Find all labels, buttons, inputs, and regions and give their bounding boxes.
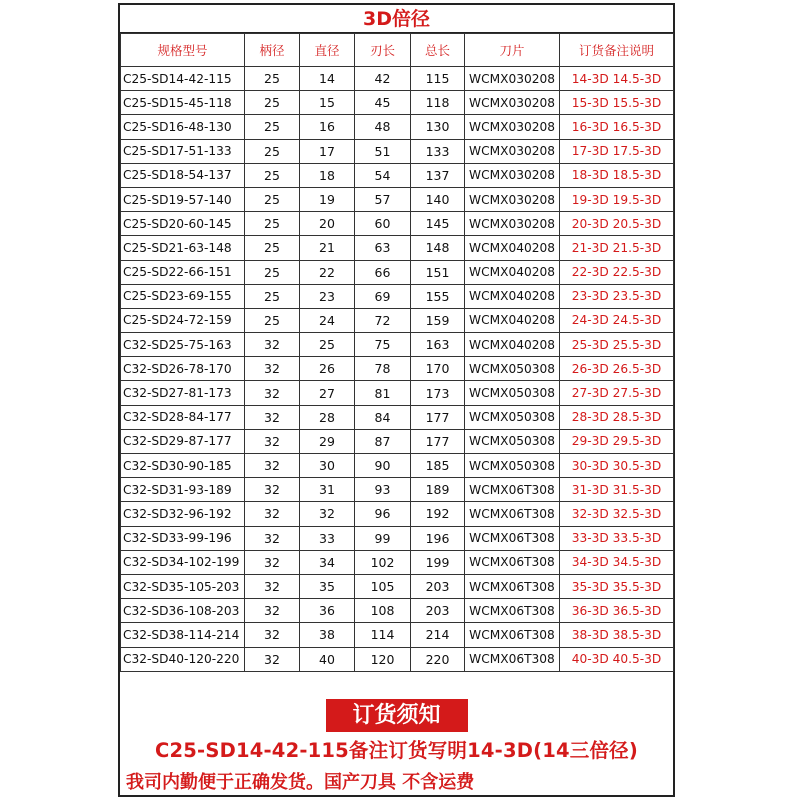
cell-model: C25-SD22-66-151 xyxy=(121,260,245,284)
header-diameter: 直径 xyxy=(300,34,355,67)
table-row xyxy=(121,526,674,550)
cell-cutting-length: 69 xyxy=(355,284,411,308)
cell-total-length: 170 xyxy=(411,357,465,381)
cell-order-note: 25-3D 25.5-3D xyxy=(560,333,674,357)
cell-model: C32-SD40-120-220 xyxy=(121,647,245,671)
cell-shank-diameter: 25 xyxy=(245,284,300,308)
cell-cutting-length: 120 xyxy=(355,647,411,671)
table-row xyxy=(121,647,674,671)
cell-order-note: 23-3D 23.5-3D xyxy=(560,284,674,308)
cell-shank-diameter: 32 xyxy=(245,478,300,502)
cell-total-length: 185 xyxy=(411,454,465,478)
cell-insert: WCMX040208 xyxy=(465,260,560,284)
cell-cutting-length: 75 xyxy=(355,333,411,357)
cell-cutting-length: 108 xyxy=(355,599,411,623)
table-body xyxy=(121,67,674,672)
cell-model: C25-SD24-72-159 xyxy=(121,308,245,332)
cell-shank-diameter: 25 xyxy=(245,212,300,236)
header-order-note: 订货备注说明 xyxy=(560,34,674,67)
table-row xyxy=(121,574,674,598)
table-row xyxy=(121,623,674,647)
cell-model: C32-SD30-90-185 xyxy=(121,454,245,478)
cell-model: C32-SD31-93-189 xyxy=(121,478,245,502)
cell-total-length: 177 xyxy=(411,429,465,453)
cell-total-length: 163 xyxy=(411,333,465,357)
cell-shank-diameter: 32 xyxy=(245,623,300,647)
cell-shank-diameter: 32 xyxy=(245,502,300,526)
cell-insert: WCMX030208 xyxy=(465,163,560,187)
cell-diameter: 16 xyxy=(300,115,355,139)
cell-order-note: 27-3D 27.5-3D xyxy=(560,381,674,405)
cell-model: C25-SD21-63-148 xyxy=(121,236,245,260)
cell-insert: WCMX030208 xyxy=(465,139,560,163)
cell-order-note: 35-3D 35.5-3D xyxy=(560,574,674,598)
cell-total-length: 196 xyxy=(411,526,465,550)
cell-insert: WCMX06T308 xyxy=(465,478,560,502)
cell-diameter: 19 xyxy=(300,187,355,211)
cell-total-length: 140 xyxy=(411,187,465,211)
table-row xyxy=(121,308,674,332)
cell-model: C25-SD15-45-118 xyxy=(121,91,245,115)
cell-insert: WCMX050308 xyxy=(465,429,560,453)
cell-diameter: 40 xyxy=(300,647,355,671)
cell-total-length: 220 xyxy=(411,647,465,671)
cell-order-note: 16-3D 16.5-3D xyxy=(560,115,674,139)
cell-total-length: 137 xyxy=(411,163,465,187)
cell-model: C25-SD16-48-130 xyxy=(121,115,245,139)
cell-total-length: 177 xyxy=(411,405,465,429)
table-row xyxy=(121,260,674,284)
cell-order-note: 19-3D 19.5-3D xyxy=(560,187,674,211)
cell-diameter: 35 xyxy=(300,574,355,598)
header-row xyxy=(121,34,674,67)
cell-diameter: 38 xyxy=(300,623,355,647)
cell-cutting-length: 66 xyxy=(355,260,411,284)
cell-insert: WCMX06T308 xyxy=(465,623,560,647)
table-row xyxy=(121,284,674,308)
cell-cutting-length: 48 xyxy=(355,115,411,139)
cell-total-length: 155 xyxy=(411,284,465,308)
table-row xyxy=(121,454,674,478)
cell-shank-diameter: 32 xyxy=(245,454,300,478)
cell-order-note: 26-3D 26.5-3D xyxy=(560,357,674,381)
cell-order-note: 17-3D 17.5-3D xyxy=(560,139,674,163)
cell-diameter: 33 xyxy=(300,526,355,550)
cell-shank-diameter: 32 xyxy=(245,357,300,381)
cell-model: C32-SD36-108-203 xyxy=(121,599,245,623)
spec-sheet xyxy=(118,3,675,797)
cell-diameter: 14 xyxy=(300,67,355,91)
cell-diameter: 20 xyxy=(300,212,355,236)
table-row xyxy=(121,550,674,574)
cell-shank-diameter: 32 xyxy=(245,550,300,574)
table-row xyxy=(121,236,674,260)
cell-order-note: 31-3D 31.5-3D xyxy=(560,478,674,502)
cell-diameter: 25 xyxy=(300,333,355,357)
table-row xyxy=(121,502,674,526)
cell-total-length: 189 xyxy=(411,478,465,502)
cell-diameter: 21 xyxy=(300,236,355,260)
cell-total-length: 192 xyxy=(411,502,465,526)
table-row xyxy=(121,478,674,502)
spec-table xyxy=(120,33,674,672)
notice-disclaimer: 我司内勤便于正确发货。国产刀具 不含运费 xyxy=(126,772,475,793)
cell-diameter: 15 xyxy=(300,91,355,115)
cell-shank-diameter: 25 xyxy=(245,139,300,163)
cell-total-length: 159 xyxy=(411,308,465,332)
cell-diameter: 30 xyxy=(300,454,355,478)
cell-model: C32-SD26-78-170 xyxy=(121,357,245,381)
cell-diameter: 28 xyxy=(300,405,355,429)
cell-order-note: 18-3D 18.5-3D xyxy=(560,163,674,187)
cell-total-length: 151 xyxy=(411,260,465,284)
cell-shank-diameter: 25 xyxy=(245,115,300,139)
cell-cutting-length: 78 xyxy=(355,357,411,381)
cell-total-length: 145 xyxy=(411,212,465,236)
cell-model: C32-SD38-114-214 xyxy=(121,623,245,647)
cell-insert: WCMX030208 xyxy=(465,187,560,211)
table-row xyxy=(121,91,674,115)
cell-cutting-length: 72 xyxy=(355,308,411,332)
cell-cutting-length: 54 xyxy=(355,163,411,187)
cell-insert: WCMX050308 xyxy=(465,405,560,429)
cell-cutting-length: 90 xyxy=(355,454,411,478)
cell-diameter: 17 xyxy=(300,139,355,163)
cell-total-length: 203 xyxy=(411,574,465,598)
header-total-length: 总长 xyxy=(411,34,465,67)
cell-order-note: 38-3D 38.5-3D xyxy=(560,623,674,647)
cell-insert: WCMX030208 xyxy=(465,67,560,91)
cell-shank-diameter: 25 xyxy=(245,91,300,115)
cell-insert: WCMX040208 xyxy=(465,333,560,357)
cell-diameter: 36 xyxy=(300,599,355,623)
cell-shank-diameter: 32 xyxy=(245,526,300,550)
cell-insert: WCMX06T308 xyxy=(465,574,560,598)
cell-order-note: 20-3D 20.5-3D xyxy=(560,212,674,236)
cell-shank-diameter: 32 xyxy=(245,574,300,598)
cell-diameter: 29 xyxy=(300,429,355,453)
table-row xyxy=(121,187,674,211)
cell-insert: WCMX030208 xyxy=(465,91,560,115)
cell-diameter: 24 xyxy=(300,308,355,332)
cell-model: C32-SD25-75-163 xyxy=(121,333,245,357)
cell-model: C32-SD35-105-203 xyxy=(121,574,245,598)
cell-insert: WCMX040208 xyxy=(465,308,560,332)
cell-model: C25-SD23-69-155 xyxy=(121,284,245,308)
cell-order-note: 24-3D 24.5-3D xyxy=(560,308,674,332)
table-row xyxy=(121,333,674,357)
cell-model: C32-SD28-84-177 xyxy=(121,405,245,429)
table-row xyxy=(121,429,674,453)
cell-total-length: 148 xyxy=(411,236,465,260)
cell-model: C32-SD34-102-199 xyxy=(121,550,245,574)
cell-total-length: 118 xyxy=(411,91,465,115)
table-row xyxy=(121,163,674,187)
cell-shank-diameter: 32 xyxy=(245,599,300,623)
cell-cutting-length: 99 xyxy=(355,526,411,550)
table-row xyxy=(121,115,674,139)
cell-insert: WCMX040208 xyxy=(465,284,560,308)
cell-model: C25-SD18-54-137 xyxy=(121,163,245,187)
cell-order-note: 14-3D 14.5-3D xyxy=(560,67,674,91)
cell-diameter: 18 xyxy=(300,163,355,187)
notice-title: 订货须知 xyxy=(326,699,468,732)
table-row xyxy=(121,67,674,91)
cell-order-note: 34-3D 34.5-3D xyxy=(560,550,674,574)
cell-total-length: 130 xyxy=(411,115,465,139)
cell-total-length: 214 xyxy=(411,623,465,647)
cell-shank-diameter: 25 xyxy=(245,67,300,91)
cell-order-note: 15-3D 15.5-3D xyxy=(560,91,674,115)
cell-order-note: 40-3D 40.5-3D xyxy=(560,647,674,671)
cell-order-note: 30-3D 30.5-3D xyxy=(560,454,674,478)
cell-diameter: 27 xyxy=(300,381,355,405)
cell-insert: WCMX050308 xyxy=(465,357,560,381)
cell-model: C32-SD33-99-196 xyxy=(121,526,245,550)
cell-insert: WCMX050308 xyxy=(465,454,560,478)
cell-model: C32-SD27-81-173 xyxy=(121,381,245,405)
cell-model: C25-SD19-57-140 xyxy=(121,187,245,211)
cell-diameter: 31 xyxy=(300,478,355,502)
cell-order-note: 36-3D 36.5-3D xyxy=(560,599,674,623)
cell-insert: WCMX06T308 xyxy=(465,647,560,671)
cell-order-note: 33-3D 33.5-3D xyxy=(560,526,674,550)
cell-cutting-length: 81 xyxy=(355,381,411,405)
cell-shank-diameter: 25 xyxy=(245,308,300,332)
cell-insert: WCMX030208 xyxy=(465,212,560,236)
header-model: 规格型号 xyxy=(121,34,245,67)
cell-diameter: 32 xyxy=(300,502,355,526)
cell-cutting-length: 84 xyxy=(355,405,411,429)
cell-insert: WCMX06T308 xyxy=(465,550,560,574)
cell-order-note: 28-3D 28.5-3D xyxy=(560,405,674,429)
table-row xyxy=(121,381,674,405)
order-notice xyxy=(120,695,673,794)
cell-model: C25-SD20-60-145 xyxy=(121,212,245,236)
cell-total-length: 173 xyxy=(411,381,465,405)
cell-order-note: 32-3D 32.5-3D xyxy=(560,502,674,526)
cell-shank-diameter: 32 xyxy=(245,405,300,429)
cell-shank-diameter: 25 xyxy=(245,260,300,284)
cell-shank-diameter: 32 xyxy=(245,647,300,671)
cell-diameter: 34 xyxy=(300,550,355,574)
cell-cutting-length: 96 xyxy=(355,502,411,526)
cell-cutting-length: 102 xyxy=(355,550,411,574)
cell-cutting-length: 51 xyxy=(355,139,411,163)
table-row xyxy=(121,405,674,429)
cell-diameter: 22 xyxy=(300,260,355,284)
table-row xyxy=(121,357,674,381)
cell-shank-diameter: 25 xyxy=(245,236,300,260)
cell-total-length: 115 xyxy=(411,67,465,91)
header-insert: 刀片 xyxy=(465,34,560,67)
header-cutting-length: 刃长 xyxy=(355,34,411,67)
cell-shank-diameter: 32 xyxy=(245,381,300,405)
cell-cutting-length: 57 xyxy=(355,187,411,211)
cell-shank-diameter: 32 xyxy=(245,333,300,357)
cell-cutting-length: 42 xyxy=(355,67,411,91)
cell-cutting-length: 105 xyxy=(355,574,411,598)
cell-shank-diameter: 32 xyxy=(245,429,300,453)
cell-cutting-length: 114 xyxy=(355,623,411,647)
cell-cutting-length: 63 xyxy=(355,236,411,260)
cell-total-length: 133 xyxy=(411,139,465,163)
cell-cutting-length: 93 xyxy=(355,478,411,502)
cell-insert: WCMX030208 xyxy=(465,115,560,139)
sheet-title: 3D倍径 xyxy=(120,5,673,33)
table-row xyxy=(121,139,674,163)
cell-insert: WCMX06T308 xyxy=(465,502,560,526)
notice-example: C25-SD14-42-115备注订货写明14-3D(14三倍径) xyxy=(155,739,638,762)
cell-diameter: 23 xyxy=(300,284,355,308)
cell-cutting-length: 45 xyxy=(355,91,411,115)
cell-model: C25-SD17-51-133 xyxy=(121,139,245,163)
cell-total-length: 203 xyxy=(411,599,465,623)
cell-insert: WCMX050308 xyxy=(465,381,560,405)
cell-order-note: 22-3D 22.5-3D xyxy=(560,260,674,284)
cell-shank-diameter: 25 xyxy=(245,163,300,187)
cell-model: C25-SD14-42-115 xyxy=(121,67,245,91)
cell-order-note: 29-3D 29.5-3D xyxy=(560,429,674,453)
cell-model: C32-SD29-87-177 xyxy=(121,429,245,453)
cell-insert: WCMX06T308 xyxy=(465,599,560,623)
cell-total-length: 199 xyxy=(411,550,465,574)
cell-model: C32-SD32-96-192 xyxy=(121,502,245,526)
header-shank-diameter: 柄径 xyxy=(245,34,300,67)
cell-insert: WCMX040208 xyxy=(465,236,560,260)
cell-cutting-length: 60 xyxy=(355,212,411,236)
table-row xyxy=(121,599,674,623)
cell-insert: WCMX06T308 xyxy=(465,526,560,550)
table-row xyxy=(121,212,674,236)
cell-order-note: 21-3D 21.5-3D xyxy=(560,236,674,260)
cell-shank-diameter: 25 xyxy=(245,187,300,211)
cell-cutting-length: 87 xyxy=(355,429,411,453)
cell-diameter: 26 xyxy=(300,357,355,381)
